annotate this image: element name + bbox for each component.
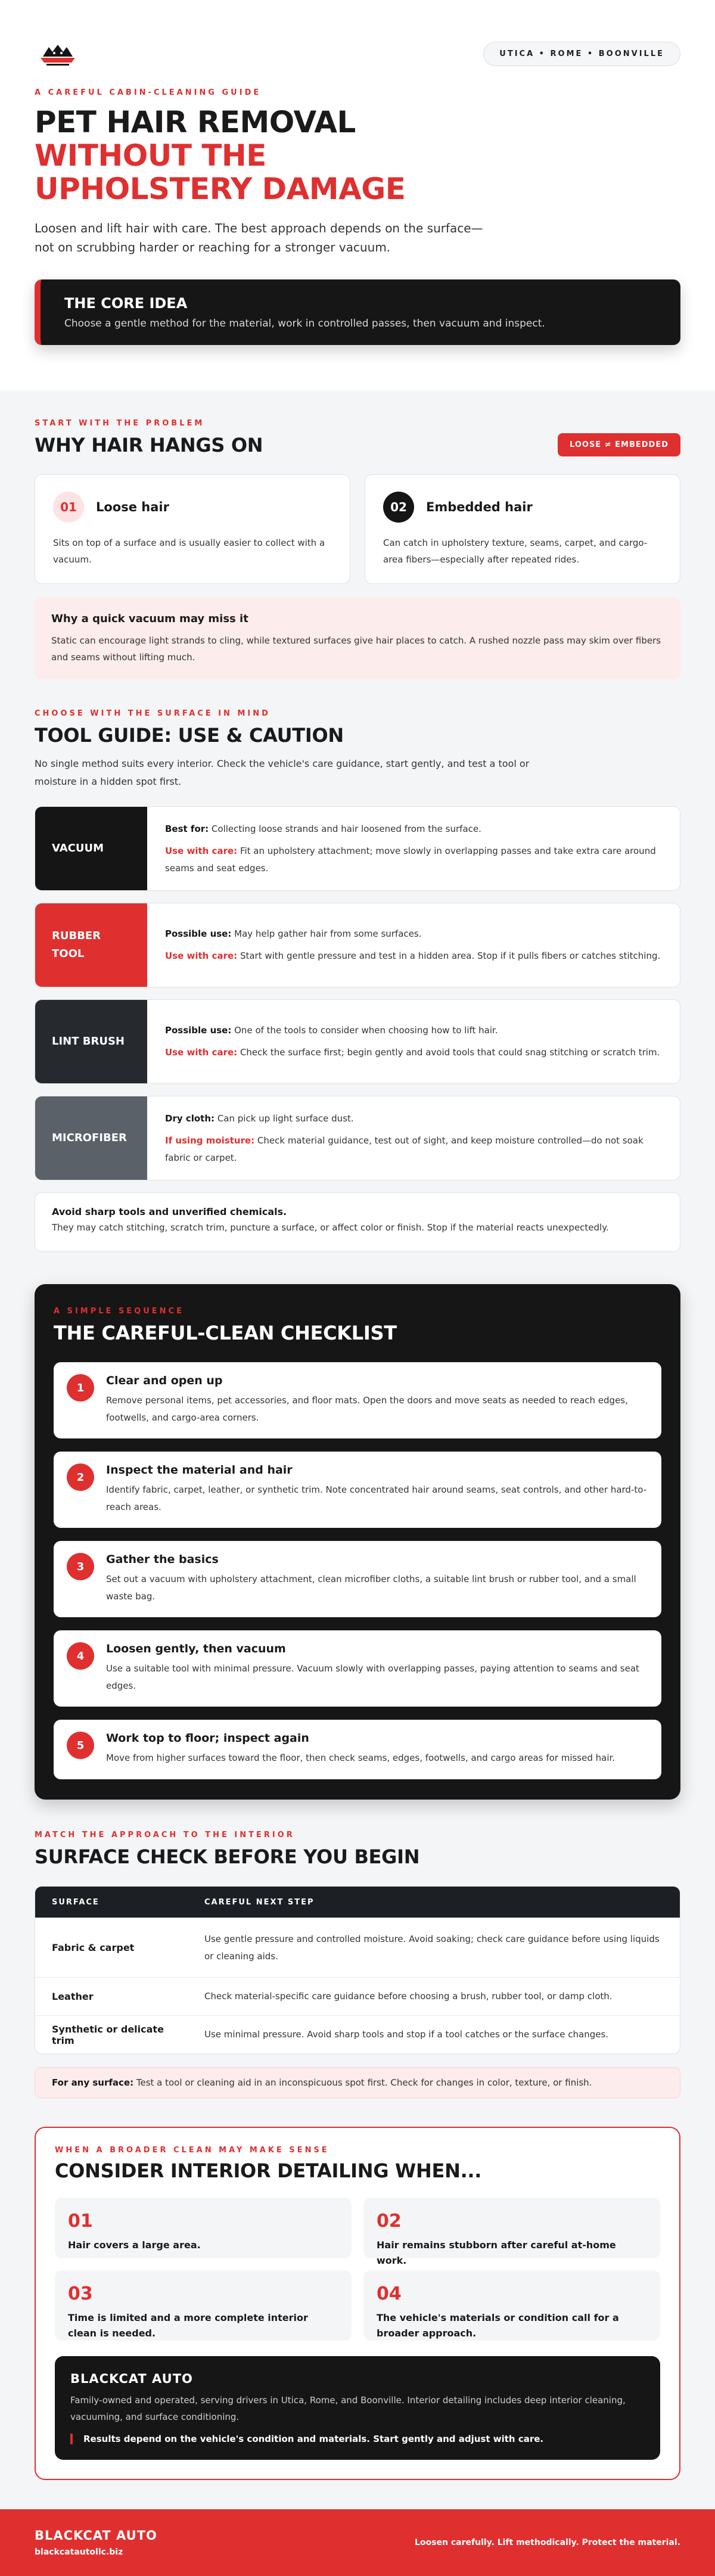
tool-r-text: Check the surface first; begin gently and avoid tools that could snag stitching or scratch trim. [237, 1047, 660, 1058]
tools-title: TOOL GUIDE: USE & CAUTION [35, 724, 344, 747]
detailing-text: The vehicle's materials or condition call for a broader approach. [377, 2312, 619, 2339]
step-number: 5 [67, 1732, 94, 1759]
tool-body [147, 1000, 680, 1083]
tool-best [165, 821, 662, 838]
tool-b-label: Possible use: [165, 928, 232, 939]
step-title: Clear and open up [106, 1374, 223, 1387]
step-title: Gather the basics [106, 1553, 219, 1566]
brand-name: BLACKCAT AUTO [70, 2372, 193, 2386]
detailing-card [363, 2270, 660, 2341]
step-content [106, 1374, 648, 1427]
card-head [53, 492, 332, 523]
title-line-1: PET HAIR REMOVAL [35, 105, 356, 139]
detailing-card [55, 2198, 352, 2258]
detailing-title: CONSIDER INTERIOR DETAILING WHEN... [55, 2159, 482, 2182]
table-header [35, 1887, 680, 1918]
surface-title: SURFACE CHECK BEFORE YOU BEGIN [35, 1845, 420, 1868]
tool-r-label: Use with care: [165, 1047, 238, 1058]
card-text: Can catch in upholstery texture, seams, carpet, and cargo-area fibers—especially after repeated rides. [383, 537, 648, 565]
tool-b-text: Can pick up light surface dust. [214, 1113, 354, 1124]
tool-body [147, 807, 680, 890]
tool-care [165, 947, 662, 965]
detailing-cards [55, 2198, 660, 2341]
hero-subtitle: Loosen and lift hair with care. The best approach depends on the surface—not on scrubbing harder or reaching for a stronger vacuum. [35, 221, 483, 254]
step-content [106, 1732, 615, 1767]
tool-b-label: Dry cloth: [165, 1113, 215, 1124]
step-text: Move from higher surfaces toward the floor, then check seams, edges, footwells, and cargo areas for missed hair. [106, 1752, 615, 1763]
step-cell: Use minimal pressure. Avoid sharp tools and stop if a tool catches or the surface changes. [204, 2029, 609, 2040]
tool-r-label: If using moisture: [165, 1135, 255, 1146]
checklist-section [35, 1284, 680, 1800]
col-step-header: CAREFUL NEXT STEP [204, 1897, 315, 1907]
surface-cell: Fabric & carpet [52, 1942, 135, 1953]
table-row [35, 1977, 680, 2015]
surface-check-section [35, 1831, 680, 2098]
tool-care [165, 843, 662, 877]
card-number: 02 [383, 492, 414, 523]
detailing-section [35, 2127, 680, 2480]
tool-b-label: Possible use: [165, 1025, 232, 1036]
checklist-step [54, 1362, 661, 1438]
tool-row-vacuum [35, 806, 680, 891]
avoid-text: They may catch stitching, scratch trim, puncture a surface, or affect color or finish. Stop if the material reacts unexpectedly. [52, 1222, 609, 1233]
tool-label: RUBBER TOOL [35, 903, 147, 987]
brand-text: Family-owned and operated, serving drivers in Utica, Rome, and Boonville. Interior detailing includes deep interior cleaning, vacuuming, and surface conditioning. [70, 2395, 626, 2422]
hair-cards [35, 474, 680, 584]
step-title: Work top to floor; inspect again [106, 1732, 309, 1745]
embedded-hair-card [365, 474, 680, 584]
detailing-card [55, 2270, 352, 2341]
table-row [35, 2015, 680, 2053]
tool-b-text: Collecting loose strands and hair loosened from the surface. [209, 823, 481, 834]
step-content [106, 1463, 648, 1516]
step-text: Use a suitable tool with minimal pressure. Vacuum slowly with overlapping passes, paying attention to seams and seat edges. [106, 1663, 639, 1691]
content-section [0, 390, 715, 2509]
tool-list [35, 806, 680, 1180]
surface-table [35, 1886, 680, 2054]
tool-body [147, 1096, 680, 1180]
detailing-text: Time is limited and a more complete interior clean is needed. [68, 2312, 308, 2339]
tool-r-label: Use with care: [165, 950, 238, 961]
page-title [35, 105, 680, 206]
step-title: Loosen gently, then vacuum [106, 1642, 286, 1655]
loose-embedded-badge: LOOSE ≠ EMBEDDED [558, 433, 680, 456]
card-title: Loose hair [96, 500, 169, 514]
card-number: 01 [53, 492, 84, 523]
surface-kicker: MATCH THE APPROACH TO THE INTERIOR [35, 1831, 295, 1839]
tool-b-text: One of the tools to consider when choosing how to lift hair. [231, 1025, 498, 1036]
hero-section [0, 0, 715, 390]
checklist-step [54, 1541, 661, 1617]
surface-cell: Synthetic or delicate trim [52, 2023, 164, 2046]
checklist-kicker: A SIMPLE SEQUENCE [54, 1307, 184, 1316]
card-text: Sits on top of a surface and is usually easier to collect with a vacuum. [53, 537, 325, 565]
tool-label: MICROFIBER [35, 1096, 147, 1180]
footer-brand-block [35, 2528, 157, 2557]
avoid-title: Avoid sharp tools and unverified chemicals. [52, 1206, 287, 1217]
footer [0, 2509, 715, 2576]
core-idea-text: Choose a gentle method for the material, work in controlled passes, then vacuum and inspect. [64, 318, 545, 330]
tool-row-microfiber [35, 1096, 680, 1180]
any-surface-note [35, 2067, 680, 2098]
core-idea-title: THE CORE IDEA [64, 295, 188, 312]
step-text: Identify fabric, carpet, leather, or synthetic trim. Note concentrated hair around seams, seat controls, and other hard-to-reach areas. [106, 1484, 647, 1512]
step-cell: Use gentle pressure and controlled moisture. Avoid soaking; check care guidance before using liquids or cleaning aids. [204, 1933, 660, 1962]
card-head [383, 492, 662, 523]
step-number: 1 [67, 1374, 94, 1402]
footer-tagline: Loosen carefully. Lift methodically. Protect the material. [415, 2538, 680, 2547]
tool-best [165, 925, 662, 943]
checklist-step [54, 1630, 661, 1707]
core-idea-box [35, 279, 680, 345]
tool-best [165, 1110, 662, 1127]
footer-brand: BLACKCAT AUTO [35, 2528, 157, 2543]
tool-row-lint [35, 999, 680, 1084]
problem-head [35, 428, 680, 456]
tool-r-label: Use with care: [165, 845, 238, 856]
problem-section [35, 419, 680, 679]
loose-hair-card [35, 474, 350, 584]
footer-url-link[interactable]: blackcatautollc.biz [35, 2547, 123, 2557]
tool-guide-section [35, 709, 680, 1252]
step-content [106, 1642, 648, 1695]
tool-r-text: Check material guidance, test out of sight, and keep moisture controlled—do not soak fabric or carpet. [165, 1135, 644, 1163]
problem-title: WHY HAIR HANGS ON [35, 434, 263, 456]
avoid-sharp-tools-box [35, 1192, 680, 1252]
brand-info-box [55, 2356, 660, 2460]
detailing-number: 02 [377, 2211, 402, 2232]
detailing-number: 03 [68, 2283, 93, 2304]
title-line-2: WITHOUT THE UPHOLSTERY DAMAGE [35, 138, 406, 206]
step-number: 4 [67, 1642, 94, 1670]
checklist-steps [54, 1362, 661, 1779]
step-text: Remove personal items, pet accessories, and floor mats. Open the doors and move seats as needed to reach edges, footwells, and cargo-area corners. [106, 1395, 628, 1423]
step-content [106, 1553, 648, 1605]
locations-pill: UTICA • ROME • BOONVILLE [483, 42, 680, 66]
spacer [35, 2480, 680, 2481]
tool-body [147, 903, 680, 987]
detailing-card [363, 2198, 660, 2266]
tools-kicker: CHOOSE WITH THE SURFACE IN MIND [35, 709, 271, 718]
checklist-title: THE CAREFUL-CLEAN CHECKLIST [54, 1322, 397, 1344]
checklist-step [54, 1452, 661, 1528]
tool-r-text: Fit an upholstery attachment; move slowly in overlapping passes and take extra care around seams and seat edges. [165, 845, 656, 874]
hero-kicker: A CAREFUL CABIN-CLEANING GUIDE [35, 88, 262, 97]
top-bar [35, 30, 680, 77]
step-title: Inspect the material and hair [106, 1463, 293, 1477]
tools-intro: No single method suits every interior. Check the vehicle's care guidance, start gently, and test a tool or moisture in a hidden spot first. [35, 758, 530, 787]
tool-b-text: May help gather hair from some surfaces. [231, 928, 422, 939]
tool-care [165, 1044, 662, 1061]
tool-label: VACUUM [35, 807, 147, 890]
tool-label: LINT BRUSH [35, 1000, 147, 1083]
detailing-kicker: WHEN A BROADER CLEAN MAY MAKE SENSE [55, 2146, 329, 2155]
table-row [35, 1918, 680, 1977]
note-text: Test a tool or cleaning aid in an inconspicuous spot first. Check for changes in color, texture, or finish. [133, 2077, 592, 2088]
step-text: Set out a vacuum with upholstery attachment, clean microfiber cloths, a suitable lint brush or rubber tool, and a small waste bag. [106, 1574, 636, 1602]
tool-best [165, 1022, 662, 1039]
step-number: 2 [67, 1463, 94, 1491]
detailing-text: Hair remains stubborn after careful at-home work. [377, 2239, 616, 2266]
brand-note: Results depend on the vehicle's condition and materials. Start gently and adjust with care. [70, 2434, 645, 2444]
warning-text: Static can encourage light strands to cling, while textured surfaces give hair places to catch. A rushed nozzle pass may skim over fibers and seams without lifting much. [51, 635, 661, 663]
problem-kicker: START WITH THE PROBLEM [35, 419, 205, 428]
note-label: For any surface: [52, 2077, 134, 2088]
card-title: Embedded hair [426, 500, 533, 514]
checklist-step [54, 1720, 661, 1779]
surface-cell: Leather [52, 1991, 94, 2002]
quick-vacuum-warning [35, 597, 680, 679]
blackcat-logo-icon [35, 39, 81, 69]
col-surface-header: SURFACE [52, 1897, 100, 1907]
tool-r-text: Start with gentle pressure and test in a hidden area. Stop if it pulls fibers or catches stitching. [237, 950, 661, 961]
step-cell: Check material-specific care guidance before choosing a brush, rubber tool, or damp cloth. [204, 1991, 613, 2002]
tool-care [165, 1132, 662, 1167]
warning-title: Why a quick vacuum may miss it [51, 613, 248, 625]
detailing-text: Hair covers a large area. [68, 2239, 201, 2251]
detailing-number: 01 [68, 2211, 93, 2232]
tool-row-rubber [35, 903, 680, 987]
detailing-number: 04 [377, 2283, 402, 2304]
tool-b-label: Best for: [165, 823, 209, 834]
step-number: 3 [67, 1553, 94, 1580]
